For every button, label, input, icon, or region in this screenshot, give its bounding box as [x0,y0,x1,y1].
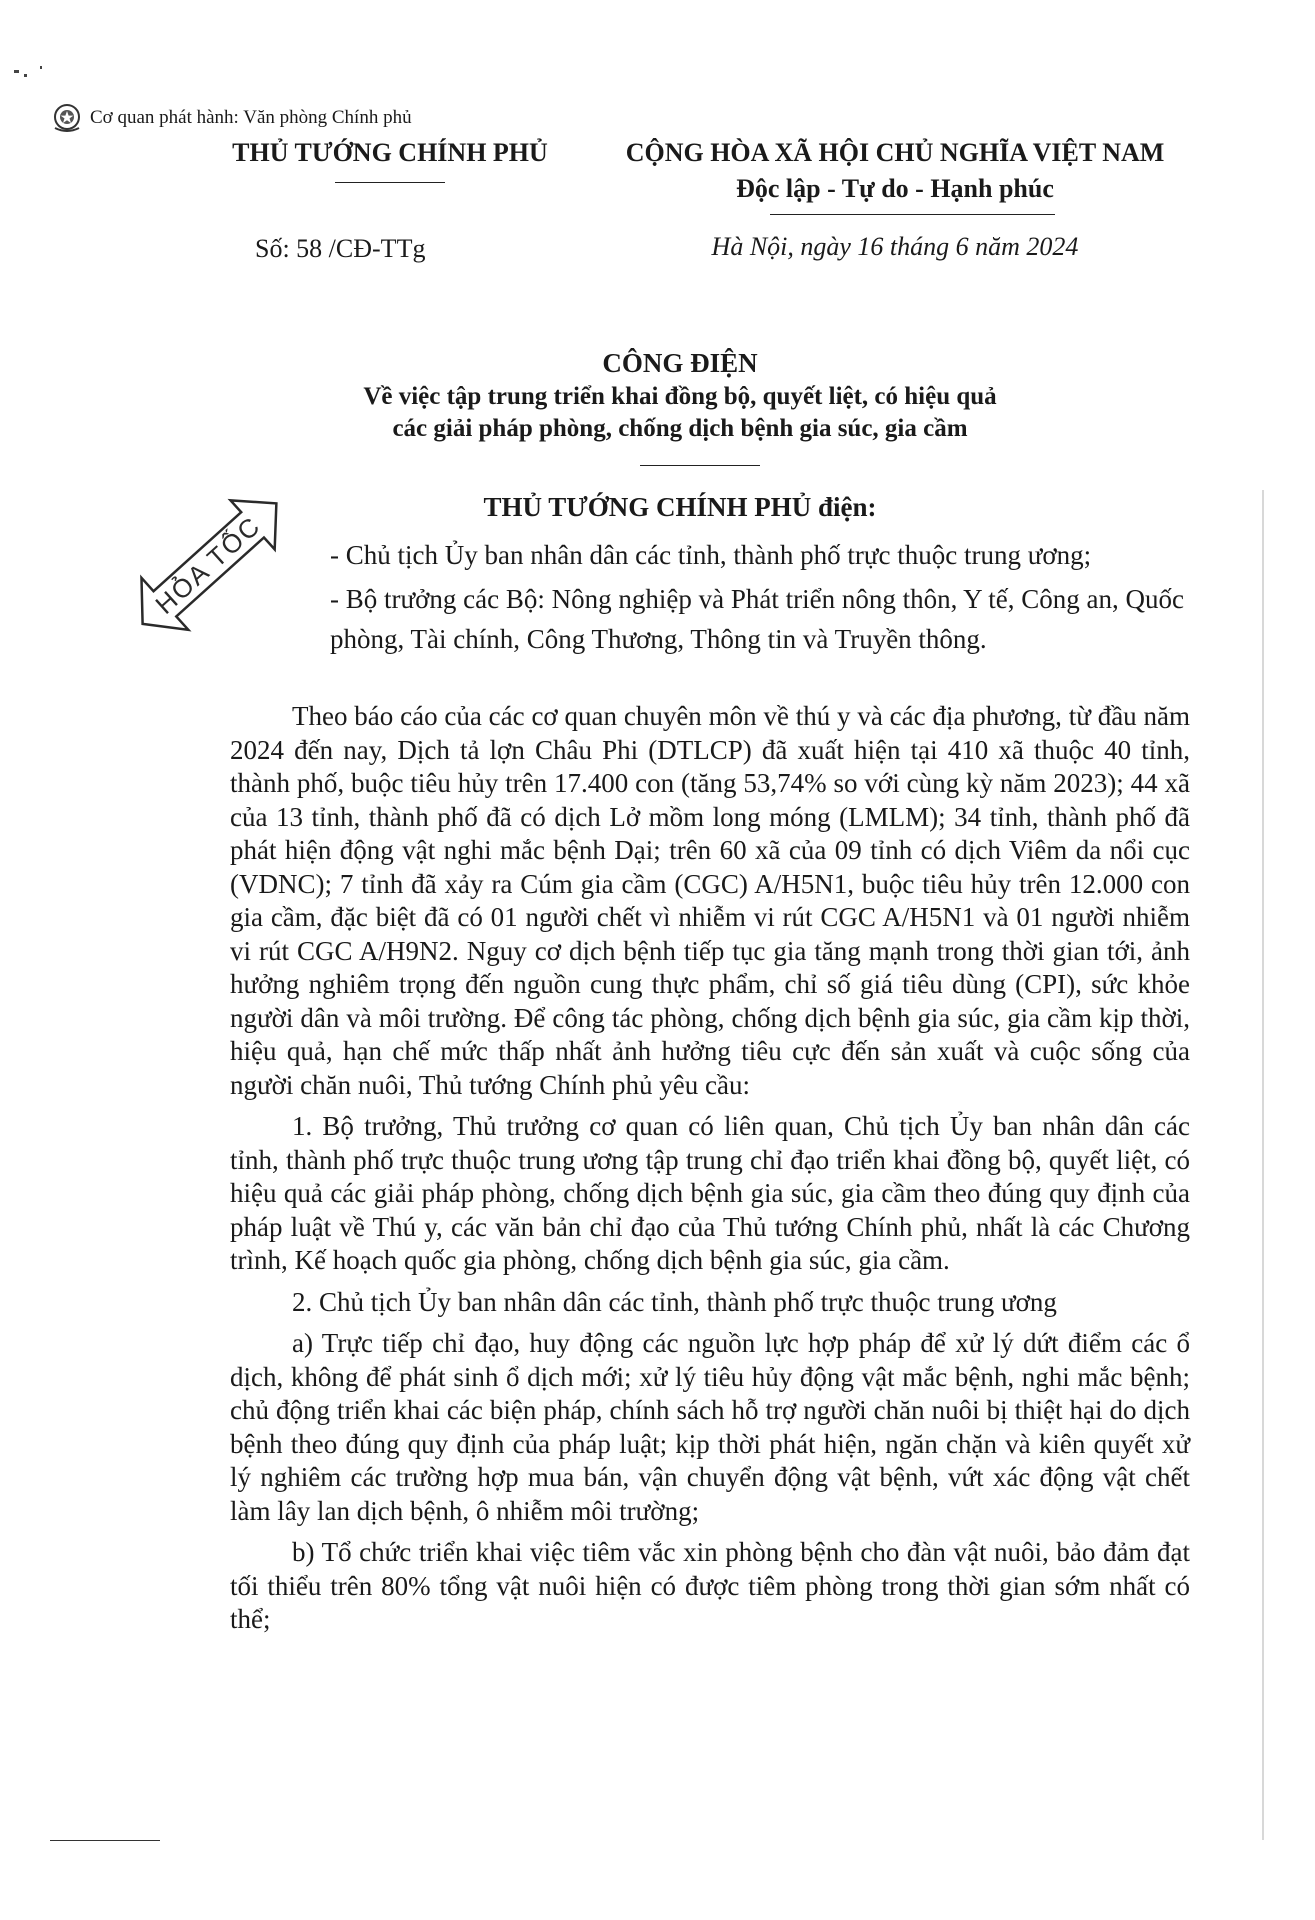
title-block [180,348,1180,443]
national-emblem-icon [50,102,84,134]
subject-line-1: Về việc tập trung triển khai đồng bộ, quyết liệt, có hiệu quả [363,383,997,410]
recipient-item: - Bộ trưởng các Bộ: Nông nghiệp và Phát triển nông thôn, Y tế, Công an, Quốc phòng, Tài chính, Công Thương, Thông tin và Truyền thông. [330,584,1185,654]
agency-underline [335,182,445,183]
issuer-text: Cơ quan phát hành: Văn phòng Chính phủ [90,107,412,128]
stamp-text: HỎA TỐC [149,510,267,620]
recipients-list [330,535,1220,659]
motto-underline [770,214,1055,215]
body-paragraph: 2. Chủ tịch Ủy ban nhân dân các tỉnh, thành phố trực thuộc trung ương [292,1286,1057,1317]
body-paragraph: a) Trực tiếp chỉ đạo, huy động các nguồn lực hợp pháp để xử lý dứt điểm các ổ dịch, không để phát sinh ổ dịch mới; xử lý tiêu hủy động vật mắc bệnh, nghi mắc bệnh; chủ động triển khai các biện pháp, chính sách hỗ trợ người chăn nuôi bị thiệt hại do dịch bệnh theo đúng quy định của pháp luật; kịp thời phát hiện, ngăn chặn và kiên quyết xử lý nghiêm các trường hợp mua bán, vận chuyển động vật bệnh, vứt xác động vật chết làm lây lan dịch bệnh, ô nhiễm môi trường; [230,1328,1190,1526]
recipient-item: - Chủ tịch Ủy ban nhân dân các tỉnh, thành phố trực thuộc trung ương; [330,540,1092,570]
scan-speck [14,70,19,73]
issuer-line [50,102,412,134]
footnote-rule [50,1840,160,1841]
title-underline [640,465,760,466]
body-paragraph: 1. Bộ trưởng, Thủ trưởng cơ quan có liên quan, Chủ tịch Ủy ban nhân dân các tỉnh, thành phố trực thuộc trung ương tập trung chỉ đạo triển khai đồng bộ, quyết liệt, có hiệu quả các giải pháp phòng, chống dịch bệnh gia súc, gia cầm theo đúng quy định của pháp luật về Thú y, các văn bản chỉ đạo của Thủ tướng Chính phủ, nhất là các Chương trình, Kế hoạch quốc gia phòng, chống dịch bệnh gia súc, gia cầm. [230,1111,1190,1275]
document-type: CÔNG ĐIỆN [602,348,758,378]
nation-name: CỘNG HÒA XÃ HỘI CHỦ NGHĨA VIỆT NAM [625,138,1165,167]
sender-line: THỦ TƯỚNG CHÍNH PHỦ điện: [483,492,877,522]
body-paragraph: b) Tổ chức triển khai việc tiêm vắc xin phòng bệnh cho đàn vật nuôi, bảo đảm đạt tối thiểu trên 80% tổng vật nuôi hiện có được tiêm phòng trong thời gian sớm nhất có thể; [230,1537,1190,1634]
place-date: Hà Nội, ngày 16 tháng 6 năm 2024 [711,232,1079,261]
national-motto: Độc lập - Tự do - Hạnh phúc [736,174,1054,203]
body-paragraph: Theo báo cáo của các cơ quan chuyên môn về thú y và các địa phương, từ đầu năm 2024 đến nay, Dịch tả lợn Châu Phi (DTLCP) đã xuất hiện tại 410 xã thuộc 40 tỉnh, thành phố, buộc tiêu hủy trên 17.400 con (tăng 53,74% so với cùng kỳ năm 2023); 44 xã của 13 tỉnh, thành phố đã có dịch Lở mồm long móng (LMLM); 34 tỉnh, thành phố đã phát hiện động vật nghi mắc bệnh Dại; trên 60 xã của 09 tỉnh có dịch Viêm da nổi cục (VDNC); 7 tỉnh đã xảy ra Cúm gia cầm (CGC) A/H5N1, buộc tiêu hủy trên 12.000 con gia cầm, đặc biệt đã có 01 người chết vì nhiễm vi rút CGC A/H5N1 và 01 người nhiễm vi rút CGC A/H9N2. Nguy cơ dịch bệnh tiếp tục gia tăng mạnh trong thời gian tới, ảnh hưởng nghiêm trọng đến nguồn cung thực phẩm, chỉ số giá tiêu dùng (CPI), sức khỏe người dân và môi trường. Để công tác phòng, chống dịch bệnh gia súc, gia cầm kịp thời, hiệu quả, hạn chế mức thấp nhất ảnh hưởng tiêu cực đến sản xuất và cuộc sống của người chăn nuôi, Thủ tướng Chính phủ yêu cầu: [230,701,1190,1100]
agency-name: THỦ TƯỚNG CHÍNH PHỦ [232,138,548,167]
national-title-block [595,138,1195,204]
scan-speck [24,74,27,77]
scan-speck [40,66,42,69]
subject-line-2: các giải pháp phòng, chống dịch bệnh gia súc, gia cầm [392,415,968,442]
scan-edge-mark [1262,490,1264,1840]
document-number: Số: 58 /CĐ-TTg [255,234,426,263]
body-text [230,700,1190,1637]
